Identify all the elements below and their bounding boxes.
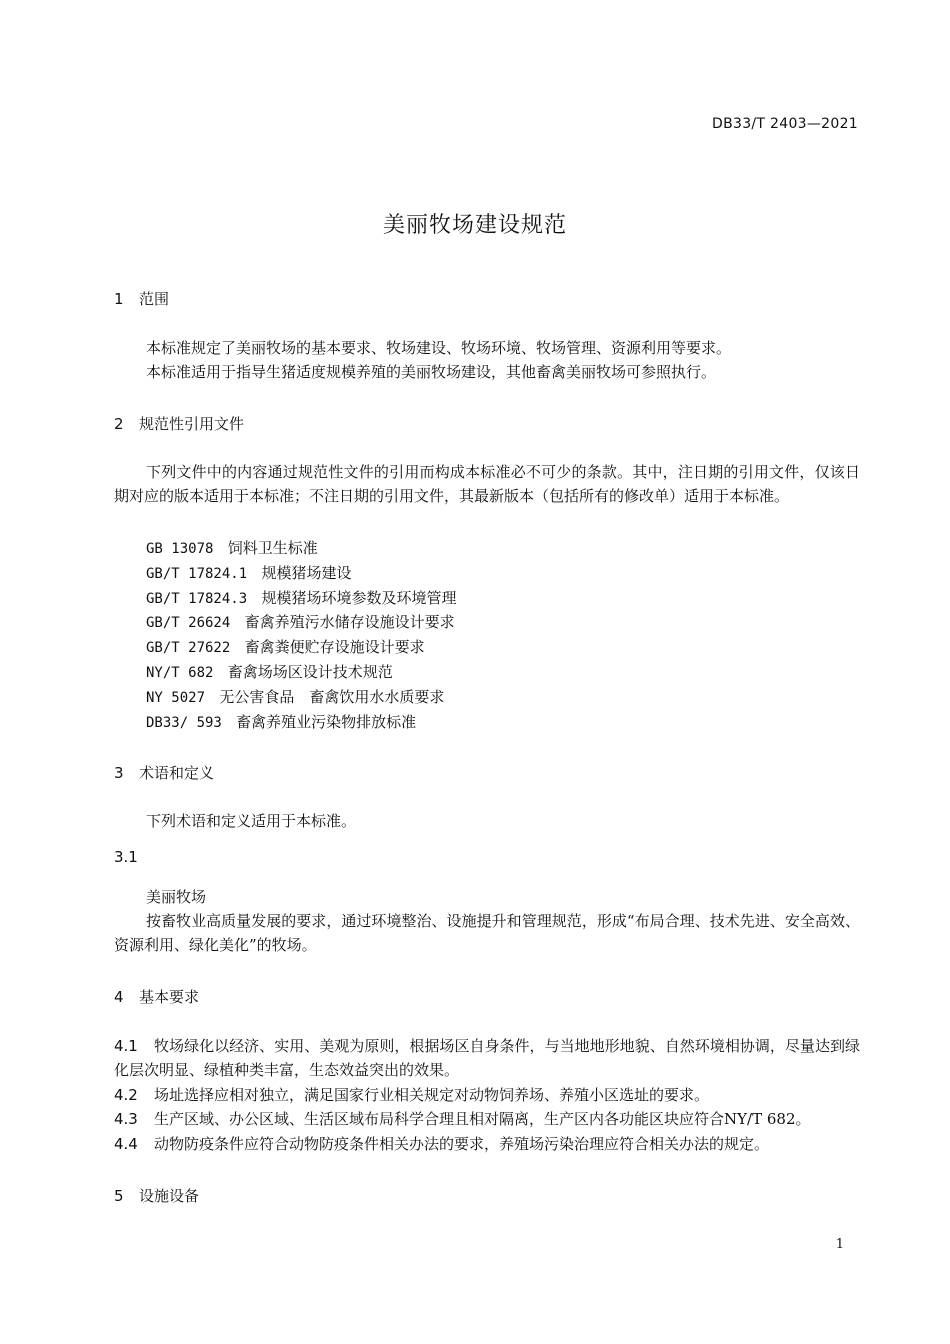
clause-4-4 <box>114 1132 860 1156</box>
reference-name: 畜禽养殖业污染物排放标准 <box>236 713 417 731</box>
clause-4-2 <box>114 1083 860 1107</box>
section-number: 5 <box>114 1187 124 1205</box>
section-1-paragraph-2: 本标准适用于指导生猪适度规模养殖的美丽牧场建设，其他畜禽美丽牧场可参照执行。 <box>146 363 717 381</box>
term-name: 美丽牧场 <box>146 888 207 906</box>
reference-name: 无公害食品 畜禽饮用水水质要求 <box>219 688 445 706</box>
reference-item <box>146 587 456 608</box>
reference-code: GB/T 26624 <box>146 615 231 631</box>
reference-item <box>146 711 416 732</box>
term-definition: 按畜牧业高质量发展的要求，通过环境整治、设施提升和管理规范，形成“布局合理、技术先进、安全高效、资源利用、绿化美化”的牧场。 <box>114 912 860 954</box>
section-number: 4 <box>114 988 124 1006</box>
reference-item <box>146 611 455 632</box>
section-title: 术语和定义 <box>139 764 215 782</box>
document-title: 美丽牧场建设规范 <box>382 213 567 238</box>
reference-code: NY/T 682 <box>146 665 214 681</box>
clause-number: 4.1 <box>114 1037 138 1055</box>
section-title: 范围 <box>139 290 170 308</box>
clause-number: 4.3 <box>114 1110 138 1128</box>
reference-code: NY 5027 <box>146 690 206 706</box>
reference-name: 畜禽粪便贮存设施设计要求 <box>244 638 425 656</box>
section-2-heading <box>114 413 244 434</box>
section-2-intro: 下列文件中的内容通过规范性文件的引用而构成本标准必不可少的条款。其中，注日期的引用文件，仅该日期对应的版本适用于本标准；不注日期的引用文件，其最新版本（包括所有的修改单）适用于本标准。 <box>114 463 860 505</box>
reference-name: 饲料卫生标准 <box>227 539 318 557</box>
section-3-intro: 下列术语和定义适用于本标准。 <box>146 812 357 830</box>
reference-code: GB/T 27622 <box>146 640 231 656</box>
section-title: 基本要求 <box>139 988 200 1006</box>
section-title: 设施设备 <box>139 1187 200 1205</box>
standard-code: DB33/T 2403—2021 <box>712 116 858 132</box>
section-4-heading <box>114 986 199 1007</box>
section-number: 2 <box>114 415 124 433</box>
reference-name: 畜禽场场区设计技术规范 <box>227 663 393 681</box>
clause-text: 生产区域、办公区域、生活区域布局科学合理且相对隔离，生产区内各功能区块应符合NY/T 682。 <box>154 1110 811 1128</box>
section-5-heading <box>114 1185 199 1206</box>
section-1-paragraph-1: 本标准规定了美丽牧场的基本要求、牧场建设、牧场环境、牧场管理、资源利用等要求。 <box>146 339 732 357</box>
page-number: 1 <box>835 1237 844 1252</box>
section-3-heading <box>114 762 214 783</box>
reference-item <box>146 537 318 558</box>
clause-text: 动物防疫条件应符合动物防疫条件相关办法的要求，养殖场污染治理应符合相关办法的规定。 <box>154 1135 770 1153</box>
reference-code: GB 13078 <box>146 541 214 557</box>
section-number: 3 <box>114 764 124 782</box>
reference-name: 畜禽养殖污水储存设施设计要求 <box>244 613 455 631</box>
clause-4-3 <box>114 1107 860 1131</box>
reference-code: GB/T 17824.3 <box>146 591 248 607</box>
section-title: 规范性引用文件 <box>139 415 245 433</box>
clause-number: 4.2 <box>114 1086 138 1104</box>
clause-4-1 <box>114 1034 860 1082</box>
clause-text: 场址选择应相对独立，满足国家行业相关规定对动物饲养场、养殖小区选址的要求。 <box>154 1086 710 1104</box>
reference-code: DB33/ 593 <box>146 715 222 731</box>
reference-name: 规模猪场建设 <box>261 564 352 582</box>
reference-item <box>146 636 425 657</box>
reference-item <box>146 661 393 682</box>
reference-item <box>146 686 444 707</box>
clause-number: 4.4 <box>114 1135 138 1153</box>
reference-item <box>146 562 351 583</box>
section-1-heading <box>114 288 169 309</box>
section-number: 1 <box>114 290 124 308</box>
reference-code: GB/T 17824.1 <box>146 566 248 582</box>
reference-name: 规模猪场环境参数及环境管理 <box>261 589 457 607</box>
clause-text: 牧场绿化以经济、实用、美观为原则，根据场区自身条件，与当地地形地貌、自然环境相协调，尽量达到绿化层次明显、绿植种类丰富，生态效益突出的效果。 <box>114 1037 860 1079</box>
term-number: 3.1 <box>114 848 138 866</box>
